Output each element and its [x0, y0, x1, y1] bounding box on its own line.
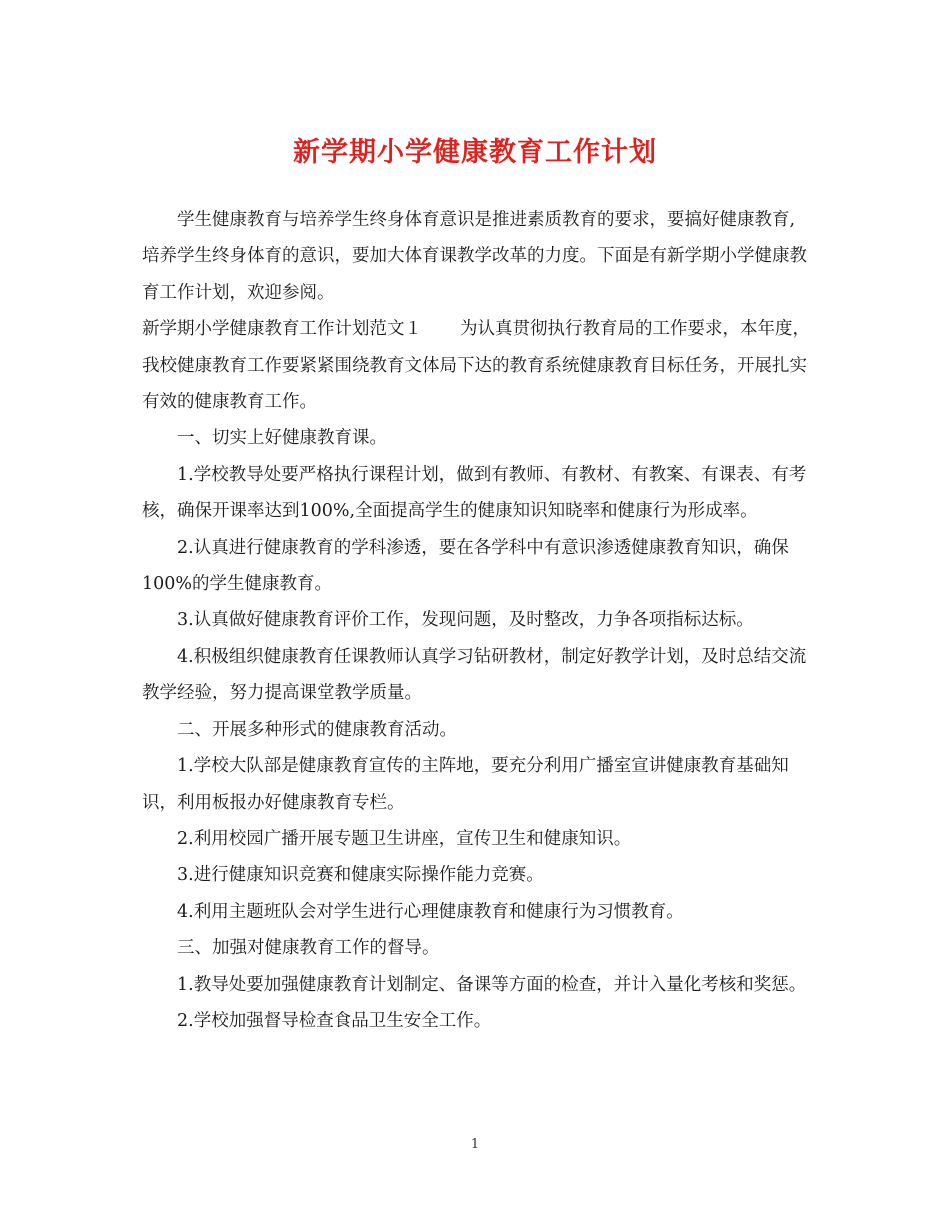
section-item: 2.学校加强督导检查食品卫生安全工作。 [177, 1010, 492, 1031]
section-item: 2.利用校园广播开展专题卫生讲座，宣传卫生和健康知识。 [177, 828, 632, 849]
section-item: 4.利用主题班队会对学生进行心理健康教育和健康行为习惯教育。 [177, 901, 684, 922]
section-heading: 三、加强对健康教育工作的督导。 [177, 938, 440, 959]
section-item: 2.认真进行健康教育的学科渗透，要在各学科中有意识渗透健康教育知识，确保100%的学生健康教育。 [142, 537, 789, 595]
intro-paragraph: 学生健康教育与培养学生终身体育意识是推进素质教育的要求，要搞好健康教育,培养学生终身体育的意识，要加大体育课教学改革的力度。下面是有新学期小学健康教育工作计划，欢迎参阅。 [142, 210, 807, 303]
section-item: 1.教导处要加强健康教育计划制定、备课等方面的检查，并计入量化考核和奖惩。 [177, 974, 807, 995]
section-item: 1.学校教导处要严格执行课程计划，做到有教师、有教材、有教案、有课表、有考核，确保开课率达到100%,全面提高学生的健康知识知晓率和健康行为形成率。 [142, 464, 807, 522]
document-title: 新学期小学健康教育工作计划 [293, 137, 657, 168]
document-body [142, 202, 810, 1039]
sample-paragraph [142, 311, 810, 420]
sample-intro: 为认真贯彻执行教育局的工作要求，本年度，我校健康教育工作要紧紧围绕教育文体局下达的教育系统健康教育目标任务，开展扎实有效的健康教育工作。 [142, 319, 810, 413]
section-item: 3.认真做好健康教育评价工作，发现问题，及时整改，力争各项指标达标。 [177, 610, 754, 631]
section-heading: 二、开展多种形式的健康教育活动。 [177, 719, 457, 740]
section-item: 1.学校大队部是健康教育宣传的主阵地，要充分利用广播室宣讲健康教育基础知识，利用板报办好健康教育专栏。 [142, 756, 789, 813]
sample-heading: 新学期小学健康教育工作计划范文１ [142, 319, 422, 340]
section-item: 4.积极组织健康教育任课教师认真学习钻研教材，制定好教学计划，及时总结交流教学经验，努力提高课堂教学质量。 [142, 646, 807, 704]
section-heading: 一、切实上好健康教育课。 [177, 428, 387, 449]
page-number: 1 [470, 1137, 480, 1152]
section-item: 3.进行健康知识竞赛和健康实际操作能力竞赛。 [177, 865, 544, 886]
